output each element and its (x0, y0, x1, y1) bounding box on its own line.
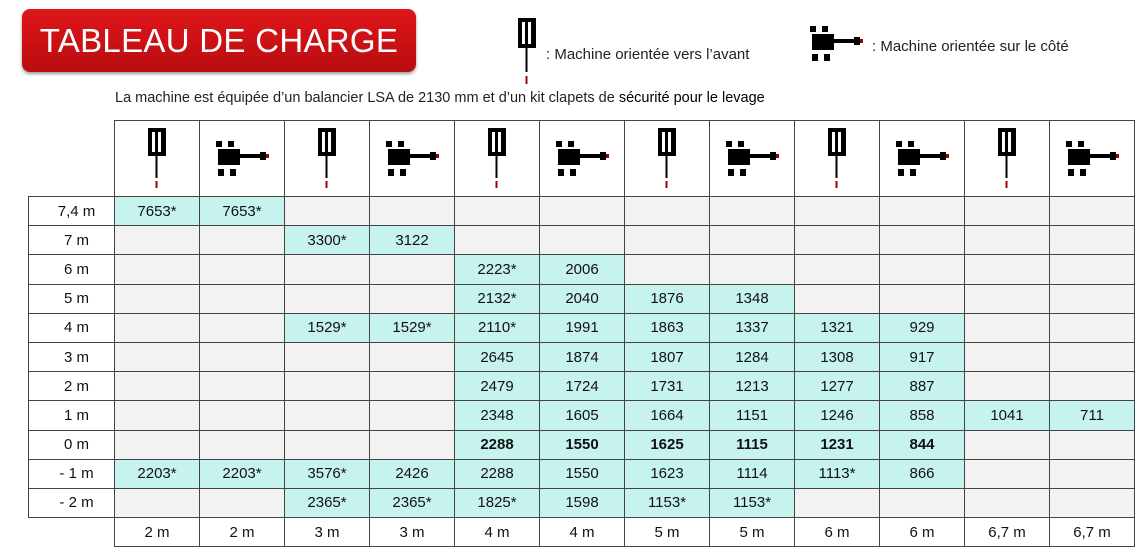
excavator-side-icon (200, 121, 284, 196)
load-cell (1050, 430, 1135, 459)
load-cell (1050, 488, 1135, 517)
table-row (29, 430, 1135, 459)
column-header-front (285, 121, 370, 197)
load-cell (1050, 197, 1135, 226)
table-row (29, 255, 1135, 284)
icon-header-row (29, 121, 1135, 197)
load-cell (285, 284, 370, 313)
table-row (29, 226, 1135, 255)
reach-label: 6 m (880, 518, 965, 547)
load-cell: 917 (880, 342, 965, 371)
excavator-side-icon (540, 121, 624, 196)
load-cell (795, 255, 880, 284)
row-height-label: - 2 m (29, 488, 115, 517)
load-cell (1050, 342, 1135, 371)
load-cell: 711 (1050, 401, 1135, 430)
load-cell (880, 284, 965, 313)
load-cell (965, 488, 1050, 517)
load-cell: 844 (880, 430, 965, 459)
table-row (29, 459, 1135, 488)
load-cell: 866 (880, 459, 965, 488)
load-cell: 858 (880, 401, 965, 430)
load-cell (1050, 313, 1135, 342)
load-cell: 7653* (115, 197, 200, 226)
load-cell: 1625 (625, 430, 710, 459)
corner-cell (29, 121, 115, 197)
load-cell: 1213 (710, 372, 795, 401)
load-cell: 1991 (540, 313, 625, 342)
row-height-label: 3 m (29, 342, 115, 371)
table-row (29, 342, 1135, 371)
reach-label: 6,7 m (1050, 518, 1135, 547)
subtitle-emphasis: sécurité pour le levage (618, 90, 765, 106)
load-cell: 7653* (200, 197, 285, 226)
load-cell (200, 372, 285, 401)
excavator-side-icon (880, 121, 964, 196)
column-header-side (370, 121, 455, 197)
load-cell: 1550 (540, 459, 625, 488)
column-header-side (540, 121, 625, 197)
load-cell: 3122 (370, 226, 455, 255)
load-cell (370, 372, 455, 401)
row-height-label: 6 m (29, 255, 115, 284)
load-cell (285, 372, 370, 401)
reach-label: 4 m (540, 518, 625, 547)
load-cell: 2110* (455, 313, 540, 342)
reach-row (29, 518, 1135, 547)
corner-cell (29, 518, 115, 547)
load-cell: 1348 (710, 284, 795, 313)
title-banner (22, 9, 416, 72)
load-cell: 1277 (795, 372, 880, 401)
load-cell (1050, 459, 1135, 488)
load-cell: 1623 (625, 459, 710, 488)
load-cell (370, 197, 455, 226)
reach-label: 3 m (370, 518, 455, 547)
load-cell: 1284 (710, 342, 795, 371)
load-cell: 2203* (200, 459, 285, 488)
load-cell (200, 342, 285, 371)
load-cell (540, 226, 625, 255)
load-cell: 2288 (455, 459, 540, 488)
load-cell: 1113* (795, 459, 880, 488)
load-cell (540, 197, 625, 226)
load-cell (710, 255, 795, 284)
load-cell (710, 226, 795, 255)
load-cell: 1874 (540, 342, 625, 371)
load-cell: 1337 (710, 313, 795, 342)
load-cell (795, 197, 880, 226)
row-height-label: 0 m (29, 430, 115, 459)
reach-label: 4 m (455, 518, 540, 547)
column-header-side (880, 121, 965, 197)
column-header-side (1050, 121, 1135, 197)
load-cell (1050, 255, 1135, 284)
load-cell: 3576* (285, 459, 370, 488)
load-cell: 2203* (115, 459, 200, 488)
excavator-front-icon (455, 121, 539, 196)
table-row (29, 284, 1135, 313)
load-cell (285, 342, 370, 371)
load-cell (115, 342, 200, 371)
column-header-side (200, 121, 285, 197)
load-cell (200, 313, 285, 342)
load-cell: 1114 (710, 459, 795, 488)
legend-side (808, 26, 1069, 66)
load-cell (370, 401, 455, 430)
load-cell (200, 255, 285, 284)
load-cell (795, 284, 880, 313)
excavator-side-icon (710, 121, 794, 196)
load-cell (115, 430, 200, 459)
load-cell: 1529* (285, 313, 370, 342)
page-title: TABLEAU DE CHARGE (39, 21, 399, 59)
row-height-label: 1 m (29, 401, 115, 430)
table-row (29, 488, 1135, 517)
load-cell: 2365* (370, 488, 455, 517)
load-cell: 1605 (540, 401, 625, 430)
load-cell: 2006 (540, 255, 625, 284)
load-cell: 1876 (625, 284, 710, 313)
excavator-front-icon (115, 121, 199, 196)
load-cell: 1308 (795, 342, 880, 371)
load-cell (455, 197, 540, 226)
load-cell (965, 313, 1050, 342)
load-cell (115, 401, 200, 430)
load-cell (795, 226, 880, 255)
load-cell (965, 226, 1050, 255)
load-cell (370, 342, 455, 371)
load-cell: 929 (880, 313, 965, 342)
load-cell: 3300* (285, 226, 370, 255)
load-cell: 1153* (625, 488, 710, 517)
column-header-front (455, 121, 540, 197)
load-cell (710, 197, 795, 226)
load-cell (115, 226, 200, 255)
load-cell (285, 255, 370, 284)
load-cell (115, 372, 200, 401)
excavator-front-icon (965, 121, 1049, 196)
excavator-front-icon (795, 121, 879, 196)
load-cell: 1825* (455, 488, 540, 517)
load-cell: 1151 (710, 401, 795, 430)
load-cell (625, 255, 710, 284)
load-cell (285, 401, 370, 430)
reach-label: 2 m (115, 518, 200, 547)
excavator-front-icon (285, 121, 369, 196)
load-cell: 2223* (455, 255, 540, 284)
table-row (29, 197, 1135, 226)
load-cell: 2348 (455, 401, 540, 430)
load-cell: 1529* (370, 313, 455, 342)
excavator-side-icon (808, 26, 864, 66)
load-cell (455, 226, 540, 255)
load-cell (200, 284, 285, 313)
reach-label: 2 m (200, 518, 285, 547)
legend-side-label: : Machine orientée sur le côté (872, 37, 1069, 55)
load-cell (965, 430, 1050, 459)
load-cell (625, 226, 710, 255)
load-cell (115, 488, 200, 517)
load-cell (965, 255, 1050, 284)
load-cell (1050, 284, 1135, 313)
legend-front (516, 18, 749, 90)
load-cell: 1664 (625, 401, 710, 430)
reach-label: 5 m (625, 518, 710, 547)
column-header-front (965, 121, 1050, 197)
load-cell (115, 284, 200, 313)
row-height-label: 7 m (29, 226, 115, 255)
reach-label: 5 m (710, 518, 795, 547)
load-cell: 2479 (455, 372, 540, 401)
load-cell: 887 (880, 372, 965, 401)
load-cell (200, 488, 285, 517)
load-cell (965, 284, 1050, 313)
load-cell (880, 488, 965, 517)
load-cell (115, 313, 200, 342)
load-chart-table (28, 120, 1135, 547)
excavator-front-icon (625, 121, 709, 196)
load-cell (285, 430, 370, 459)
load-cell (200, 430, 285, 459)
load-cell: 1731 (625, 372, 710, 401)
load-cell (1050, 226, 1135, 255)
column-header-front (795, 121, 880, 197)
load-cell (625, 197, 710, 226)
load-cell (285, 197, 370, 226)
load-cell (795, 488, 880, 517)
excavator-side-icon (1050, 121, 1134, 196)
load-cell (115, 255, 200, 284)
load-cell: 2645 (455, 342, 540, 371)
row-height-label: 7,4 m (29, 197, 115, 226)
excavator-side-icon (370, 121, 454, 196)
load-cell (200, 226, 285, 255)
load-cell (880, 226, 965, 255)
reach-label: 3 m (285, 518, 370, 547)
load-cell (965, 372, 1050, 401)
table-row (29, 313, 1135, 342)
load-cell: 1041 (965, 401, 1050, 430)
legend-front-label: : Machine orientée vers l’avant (546, 45, 750, 63)
load-cell: 1231 (795, 430, 880, 459)
reach-label: 6 m (795, 518, 880, 547)
load-cell: 1724 (540, 372, 625, 401)
subtitle-text: La machine est équipée d’un balancier LSA de 2130 mm et d’un kit clapets de (115, 90, 615, 106)
row-height-label: 4 m (29, 313, 115, 342)
load-cell (370, 255, 455, 284)
row-height-label: 2 m (29, 372, 115, 401)
load-cell: 2288 (455, 430, 540, 459)
load-cell: 2040 (540, 284, 625, 313)
load-cell: 1863 (625, 313, 710, 342)
row-height-label: 5 m (29, 284, 115, 313)
load-cell (370, 430, 455, 459)
column-header-front (625, 121, 710, 197)
load-cell (1050, 372, 1135, 401)
load-cell (880, 197, 965, 226)
load-cell: 1321 (795, 313, 880, 342)
load-cell: 1807 (625, 342, 710, 371)
load-cell: 1550 (540, 430, 625, 459)
load-cell: 1153* (710, 488, 795, 517)
load-cell (200, 401, 285, 430)
column-header-side (710, 121, 795, 197)
column-header-front (115, 121, 200, 197)
load-cell (965, 459, 1050, 488)
load-cell: 1598 (540, 488, 625, 517)
row-height-label: - 1 m (29, 459, 115, 488)
table-row (29, 401, 1135, 430)
subtitle (115, 90, 765, 106)
load-cell (965, 197, 1050, 226)
load-cell: 2132* (455, 284, 540, 313)
excavator-front-icon (516, 18, 538, 90)
load-cell (965, 342, 1050, 371)
load-cell: 1115 (710, 430, 795, 459)
load-cell (880, 255, 965, 284)
load-cell: 2426 (370, 459, 455, 488)
table-row (29, 372, 1135, 401)
load-cell (370, 284, 455, 313)
load-cell: 1246 (795, 401, 880, 430)
load-cell: 2365* (285, 488, 370, 517)
reach-label: 6,7 m (965, 518, 1050, 547)
